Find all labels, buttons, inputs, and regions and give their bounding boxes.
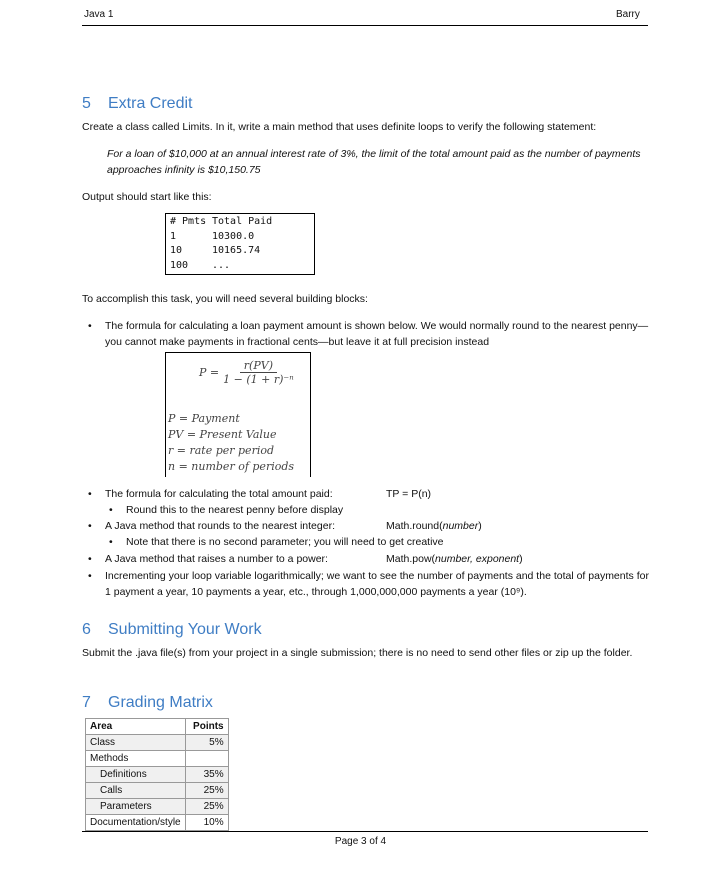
table-row: Documentation/style 10% xyxy=(86,815,229,831)
output-intro: Output should start like this: xyxy=(82,191,212,203)
list-item: • Incrementing your loop variable logarithmically; we want to see the number of payments and the total of payments for 1 payment a year, 10 payments a year, etc., through 1,000,000,000 payments a year (10⁹). xyxy=(105,568,650,600)
table-row: Definitions 35% xyxy=(86,767,229,783)
output-row: 10 10165.74 xyxy=(170,245,261,256)
header-left: Java 1 xyxy=(84,9,114,20)
blocks-intro: To accomplish this task, you will need several building blocks: xyxy=(82,293,368,305)
payment-formula: P = $\frac{r(PV)}{\text{1 − (1 + r)⁻ⁿ}}$ P = Payment PV = Present Value r = rate per period n = number of periods xyxy=(165,352,311,477)
page-number: Page 3 of 4 xyxy=(334,836,387,847)
statement: For a loan of $10,000 at an annual interest rate of 3%, the limit of the total amount paid as the number of payments approaches infinity is $10,150.75 xyxy=(107,148,641,176)
list-item: • Note that there is no second parameter; you will need to get creative xyxy=(126,534,671,550)
grading-table: Area Points Class 5% Methods Definitions 35% Calls 25% Parameters 25% Documentation/style 10% xyxy=(85,718,229,831)
list-item: • A Java method that raises a number to a power: Math.pow(number, exponent) xyxy=(105,551,650,567)
sample-output xyxy=(165,213,315,275)
header-right: Barry xyxy=(616,9,640,20)
footer-rule xyxy=(82,831,648,832)
header-rule xyxy=(82,25,648,26)
section-5-heading: 5 Extra Credit xyxy=(82,95,193,112)
output-row: 100 ... xyxy=(170,259,231,271)
list-item: • Round this to the nearest penny before display xyxy=(126,502,671,518)
table-row: Parameters 25% xyxy=(86,799,229,815)
output-row: 1 10300.0 xyxy=(170,230,255,242)
intro-text: Create a class called Limits. In it, write a main method that uses definite loops to verify the following statement: xyxy=(82,121,597,133)
output-row: # Pmts Total Paid xyxy=(170,216,273,227)
list-item: • A Java method that rounds to the nearest integer: Math.round(number) xyxy=(105,518,650,534)
table-row: Calls 25% xyxy=(86,783,229,799)
list-item: • The formula for calculating a loan payment amount is shown below. We would normally round to the nearest penny—you cannot make payments in fractional cents—but leave it at full precision instead xyxy=(105,318,650,350)
table-row: Methods xyxy=(86,751,229,767)
section-6-heading: 6 Submitting Your Work xyxy=(82,621,262,638)
section-7-heading: 7 Grading Matrix xyxy=(82,694,213,711)
list-item: • The formula for calculating the total amount paid: TP = P(n) xyxy=(105,486,650,502)
table-row: Class 5% xyxy=(86,735,229,751)
submit-text: Submit the .java file(s) from your project in a single submission; there is no need to send other files or zip up the folder. xyxy=(82,647,633,659)
